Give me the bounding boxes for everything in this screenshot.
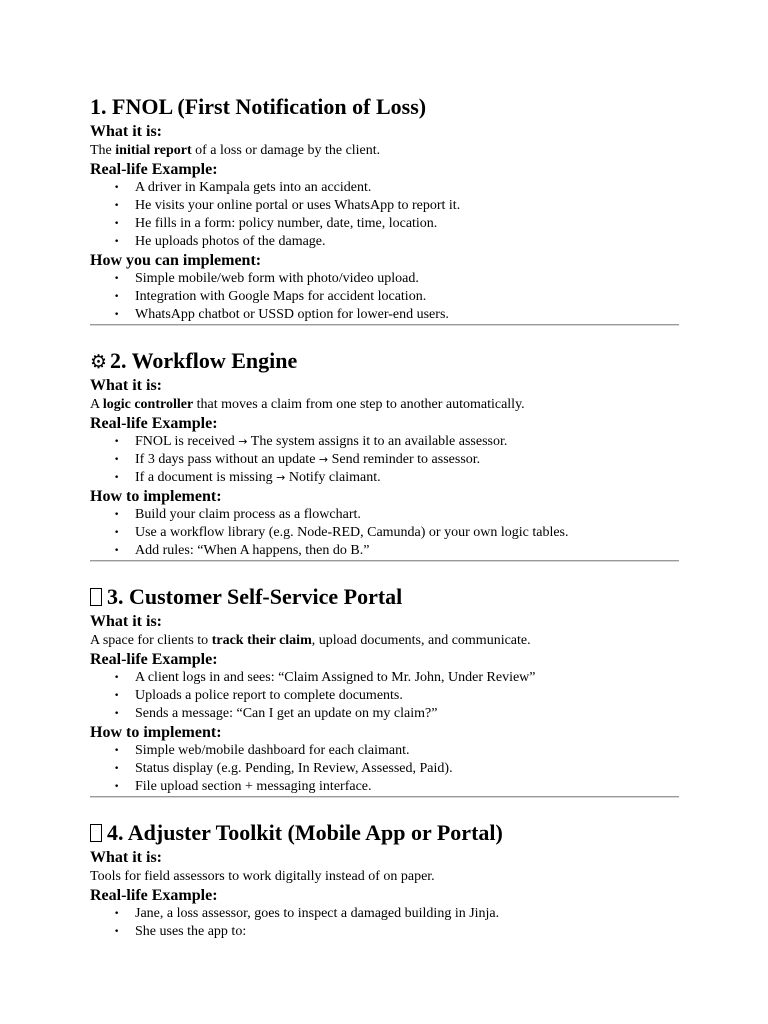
what-it-is-label: What it is: xyxy=(90,123,162,140)
list-item: • He visits your online portal or uses WhatsApp to report it. xyxy=(114,198,461,213)
section-heading: ⚙ 2. Workflow Engine xyxy=(90,346,679,376)
example-list xyxy=(90,669,679,723)
list-item: • WhatsApp chatbot or USSD option for lower-end users. xyxy=(114,307,449,322)
list-item: • She uses the app to: xyxy=(114,924,247,939)
implement-label: How you can implement: xyxy=(90,252,262,269)
definition-text: A logic controller that moves a claim from one step to another automatically. xyxy=(90,397,525,412)
list-item: • He fills in a form: policy number, date, time, location. xyxy=(114,216,438,231)
section-heading: 1. FNOL (First Notification of Loss) xyxy=(90,94,427,119)
list-item: • Add rules: “When A happens, then do B.” xyxy=(114,543,370,558)
section-divider xyxy=(90,560,679,562)
list-item: • Status display (e.g. Pending, In Review, Assessed, Paid). xyxy=(114,761,453,776)
right-arrow-icon: → xyxy=(276,471,286,484)
list-item: • Simple mobile/web form with photo/video upload. xyxy=(114,271,419,286)
what-it-is-label: What it is: xyxy=(90,377,162,394)
implement-list xyxy=(90,506,679,560)
what-it-is-label: What it is: xyxy=(90,849,162,866)
list-item: • He uploads photos of the damage. xyxy=(114,234,326,249)
document-page xyxy=(90,92,679,941)
definition-text: Tools for field assessors to work digitally instead of on paper. xyxy=(90,869,435,884)
list-item: • A client logs in and sees: “Claim Assigned to Mr. John, Under Review” xyxy=(114,670,536,685)
example-label: Real-life Example: xyxy=(90,887,218,904)
list-item: • Uploads a police report to complete documents. xyxy=(114,688,403,703)
implement-list xyxy=(90,742,679,796)
list-item: • File upload section + messaging interface. xyxy=(114,779,372,794)
list-item: • FNOL is received → The system assigns it to an available assessor. xyxy=(114,434,508,449)
section-self-service-portal xyxy=(90,582,679,798)
section-divider xyxy=(90,796,679,798)
section-divider xyxy=(90,324,679,326)
section-heading: 3. Customer Self-Service Portal xyxy=(90,582,679,612)
section-adjuster-toolkit xyxy=(90,818,679,941)
example-list xyxy=(90,905,679,941)
example-list xyxy=(90,433,679,487)
example-list xyxy=(90,179,679,251)
missing-glyph-icon xyxy=(90,824,102,842)
list-item: • Integration with Google Maps for accident location. xyxy=(114,289,427,304)
list-item: • Simple web/mobile dashboard for each claimant. xyxy=(114,743,410,758)
implement-label: How to implement: xyxy=(90,488,222,505)
list-item: • Jane, a loss assessor, goes to inspect a damaged building in Jinja. xyxy=(114,906,500,921)
section-heading: 4. Adjuster Toolkit (Mobile App or Portal) xyxy=(90,818,679,848)
list-item: • If 3 days pass without an update → Send reminder to assessor. xyxy=(114,452,481,467)
example-label: Real-life Example: xyxy=(90,415,218,432)
definition-text: A space for clients to track their claim, upload documents, and communicate. xyxy=(90,633,531,648)
missing-glyph-icon xyxy=(90,588,102,606)
list-item: • If a document is missing → Notify claimant. xyxy=(114,470,381,485)
example-label: Real-life Example: xyxy=(90,651,218,668)
gear-icon: ⚙ xyxy=(90,351,108,373)
list-item: • Sends a message: “Can I get an update on my claim?” xyxy=(114,706,438,721)
example-label: Real-life Example: xyxy=(90,161,218,178)
implement-label: How to implement: xyxy=(90,724,222,741)
list-item: • Build your claim process as a flowchart. xyxy=(114,507,361,522)
implement-list xyxy=(90,270,679,324)
list-item: • Use a workflow library (e.g. Node-RED, Camunda) or your own logic tables. xyxy=(114,525,569,540)
definition-text: The initial report of a loss or damage by the client. xyxy=(90,143,381,158)
right-arrow-icon: → xyxy=(318,453,329,466)
section-fnol xyxy=(90,92,679,326)
right-arrow-icon: → xyxy=(238,435,248,448)
what-it-is-label: What it is: xyxy=(90,613,162,630)
section-workflow-engine xyxy=(90,346,679,562)
list-item: • A driver in Kampala gets into an accident. xyxy=(114,180,372,195)
